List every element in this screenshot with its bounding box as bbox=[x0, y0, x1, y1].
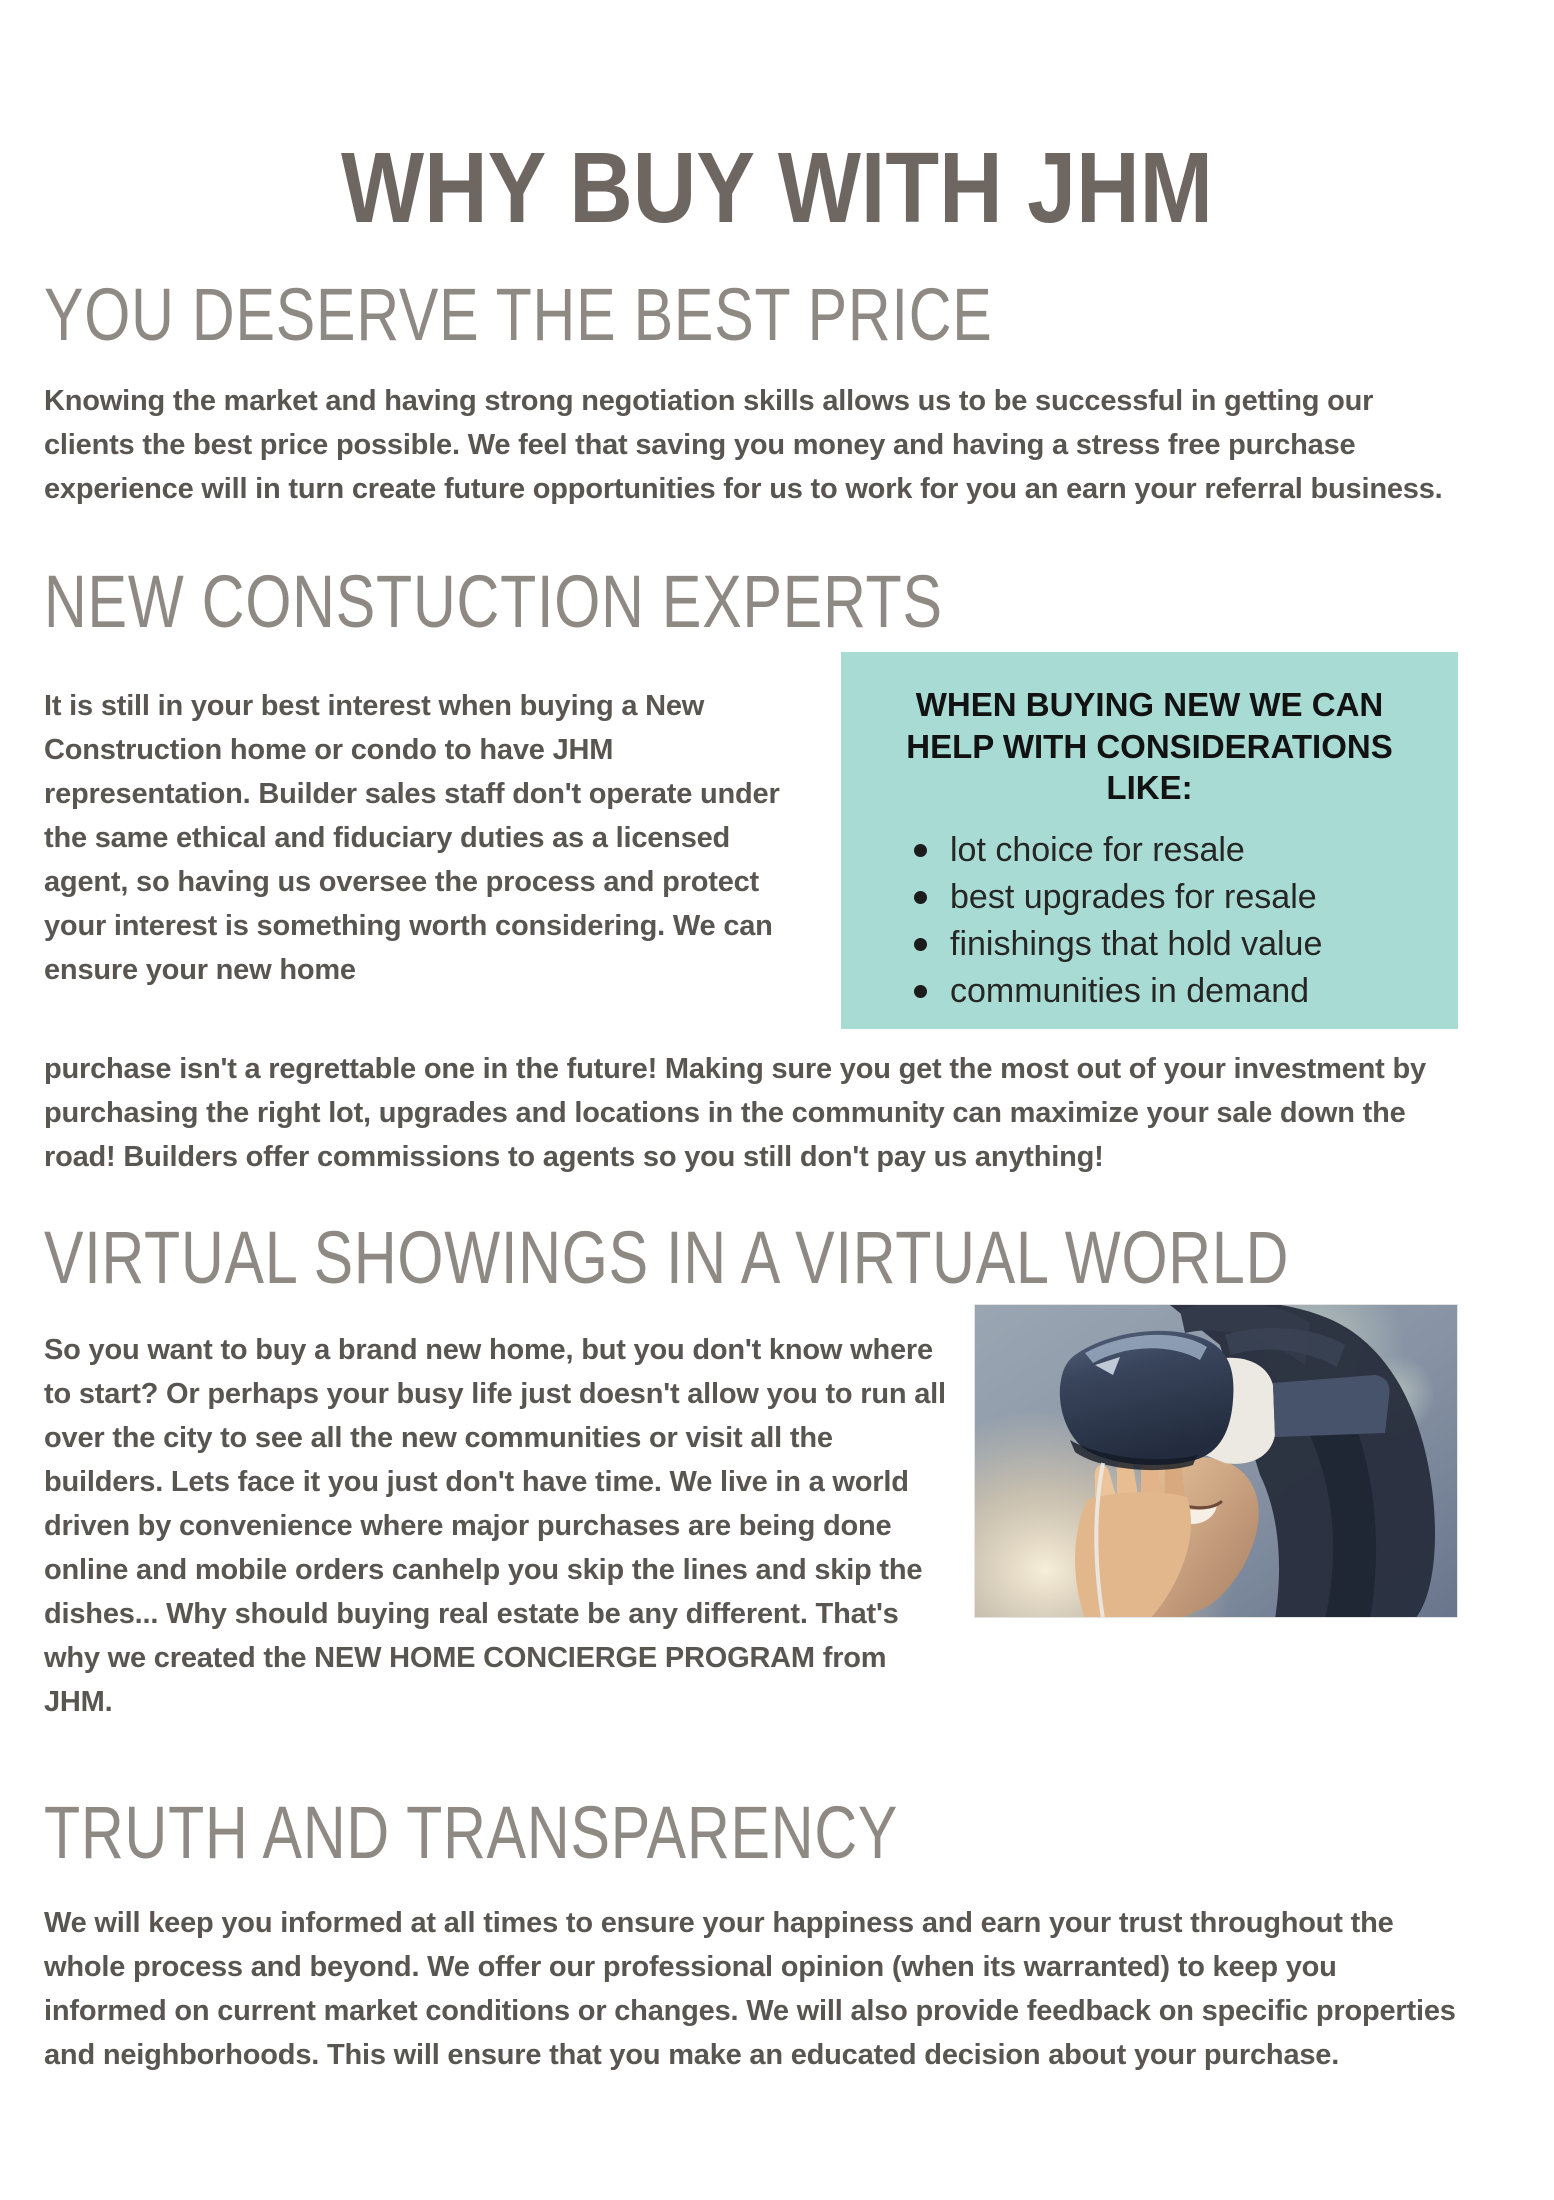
vr-photo-illustration bbox=[975, 1305, 1458, 1618]
virtual-showings-paragraph: So you want to buy a brand new home, but you don't know where to start? Or perhaps your busy life just doesn't allow you to run all over the city to see all the new communities or visit all the builders. Lets face it you just don't have time. We live in a world driven by convenience where major purchases are being done online and mobile orders canhelp you skip the lines and skip the dishes... Why should buying real estate be any different. That's why we created the NEW HOME CONCIERGE PROGRAM from JHM. bbox=[44, 1334, 946, 1719]
page-content bbox=[0, 272, 1554, 2077]
bullet-icon bbox=[914, 891, 927, 904]
considerations-callout bbox=[841, 652, 1458, 1029]
section-heading-new-construction: NEW CONSTUCTION EXPERTS bbox=[44, 560, 943, 644]
callout-item bbox=[950, 874, 1434, 921]
callout-item-label: best upgrades for resale bbox=[950, 877, 1317, 916]
callout-list bbox=[865, 827, 1434, 1015]
bullet-icon bbox=[914, 985, 927, 998]
goggles-body bbox=[1060, 1331, 1234, 1465]
section-heading-virtual-showings: VIRTUAL SHOWINGS IN A VIRTUAL WORLD bbox=[44, 1215, 1290, 1299]
truth-paragraph: We will keep you informed at all times to ensure your happiness and earn your trust throughout the whole process and beyond. We offer our professional opinion (when its warranted) to keep you informed on current market conditions or changes. We will also provide feedback on specific properties and neighborhoods. This will ensure that you make an educated decision about your purchase. bbox=[44, 1907, 1456, 2072]
bullet-icon bbox=[914, 844, 927, 857]
callout-item bbox=[950, 921, 1434, 968]
virtual-showings-row bbox=[44, 1304, 1458, 1724]
callout-item-label: finishings that hold value bbox=[950, 924, 1323, 963]
best-price-paragraph: Knowing the market and having strong negotiation skills allows us to be successful in getting our clients the best price possible. We feel that saving you money and having a stress free purchase experience will in turn create future opportunities for us to work for you an earn your referral business. bbox=[44, 385, 1443, 506]
callout-item bbox=[950, 968, 1434, 1015]
callout-title: WHEN BUYING NEW WE CAN HELP WITH CONSIDERATIONS LIKE: bbox=[906, 686, 1393, 807]
callout-item-label: communities in demand bbox=[950, 971, 1310, 1010]
bullet-icon bbox=[914, 938, 927, 951]
new-construction-row bbox=[44, 652, 1458, 1029]
callout-item bbox=[950, 827, 1434, 874]
section-heading-best-price: YOU DESERVE THE BEST PRICE bbox=[44, 273, 993, 356]
callout-item-label: lot choice for resale bbox=[950, 830, 1245, 869]
page-title: WHY BUY WITH JHM bbox=[341, 132, 1213, 244]
new-construction-paragraph-full: purchase isn't a regrettable one in the future! Making sure you get the most out of your investment by purchasing the right lot, upgrades and locations in the community can maximize your sale down the road! Builders offer commissions to agents so you still don't pay us anything! bbox=[44, 1052, 1426, 1173]
section-heading-truth: TRUTH AND TRANSPARENCY bbox=[44, 1791, 899, 1875]
vr-headset-photo bbox=[974, 1304, 1458, 1618]
new-construction-paragraph-left: It is still in your best interest when buying a New Construction home or condo to have JHM representation. Builder sales staff don't operate under the same ethical and fiduciary duties as a licensed agent, so having us oversee the process and protect your interest is something worth considering. We can ensure your new home bbox=[44, 690, 780, 987]
strap-side bbox=[1273, 1375, 1389, 1437]
